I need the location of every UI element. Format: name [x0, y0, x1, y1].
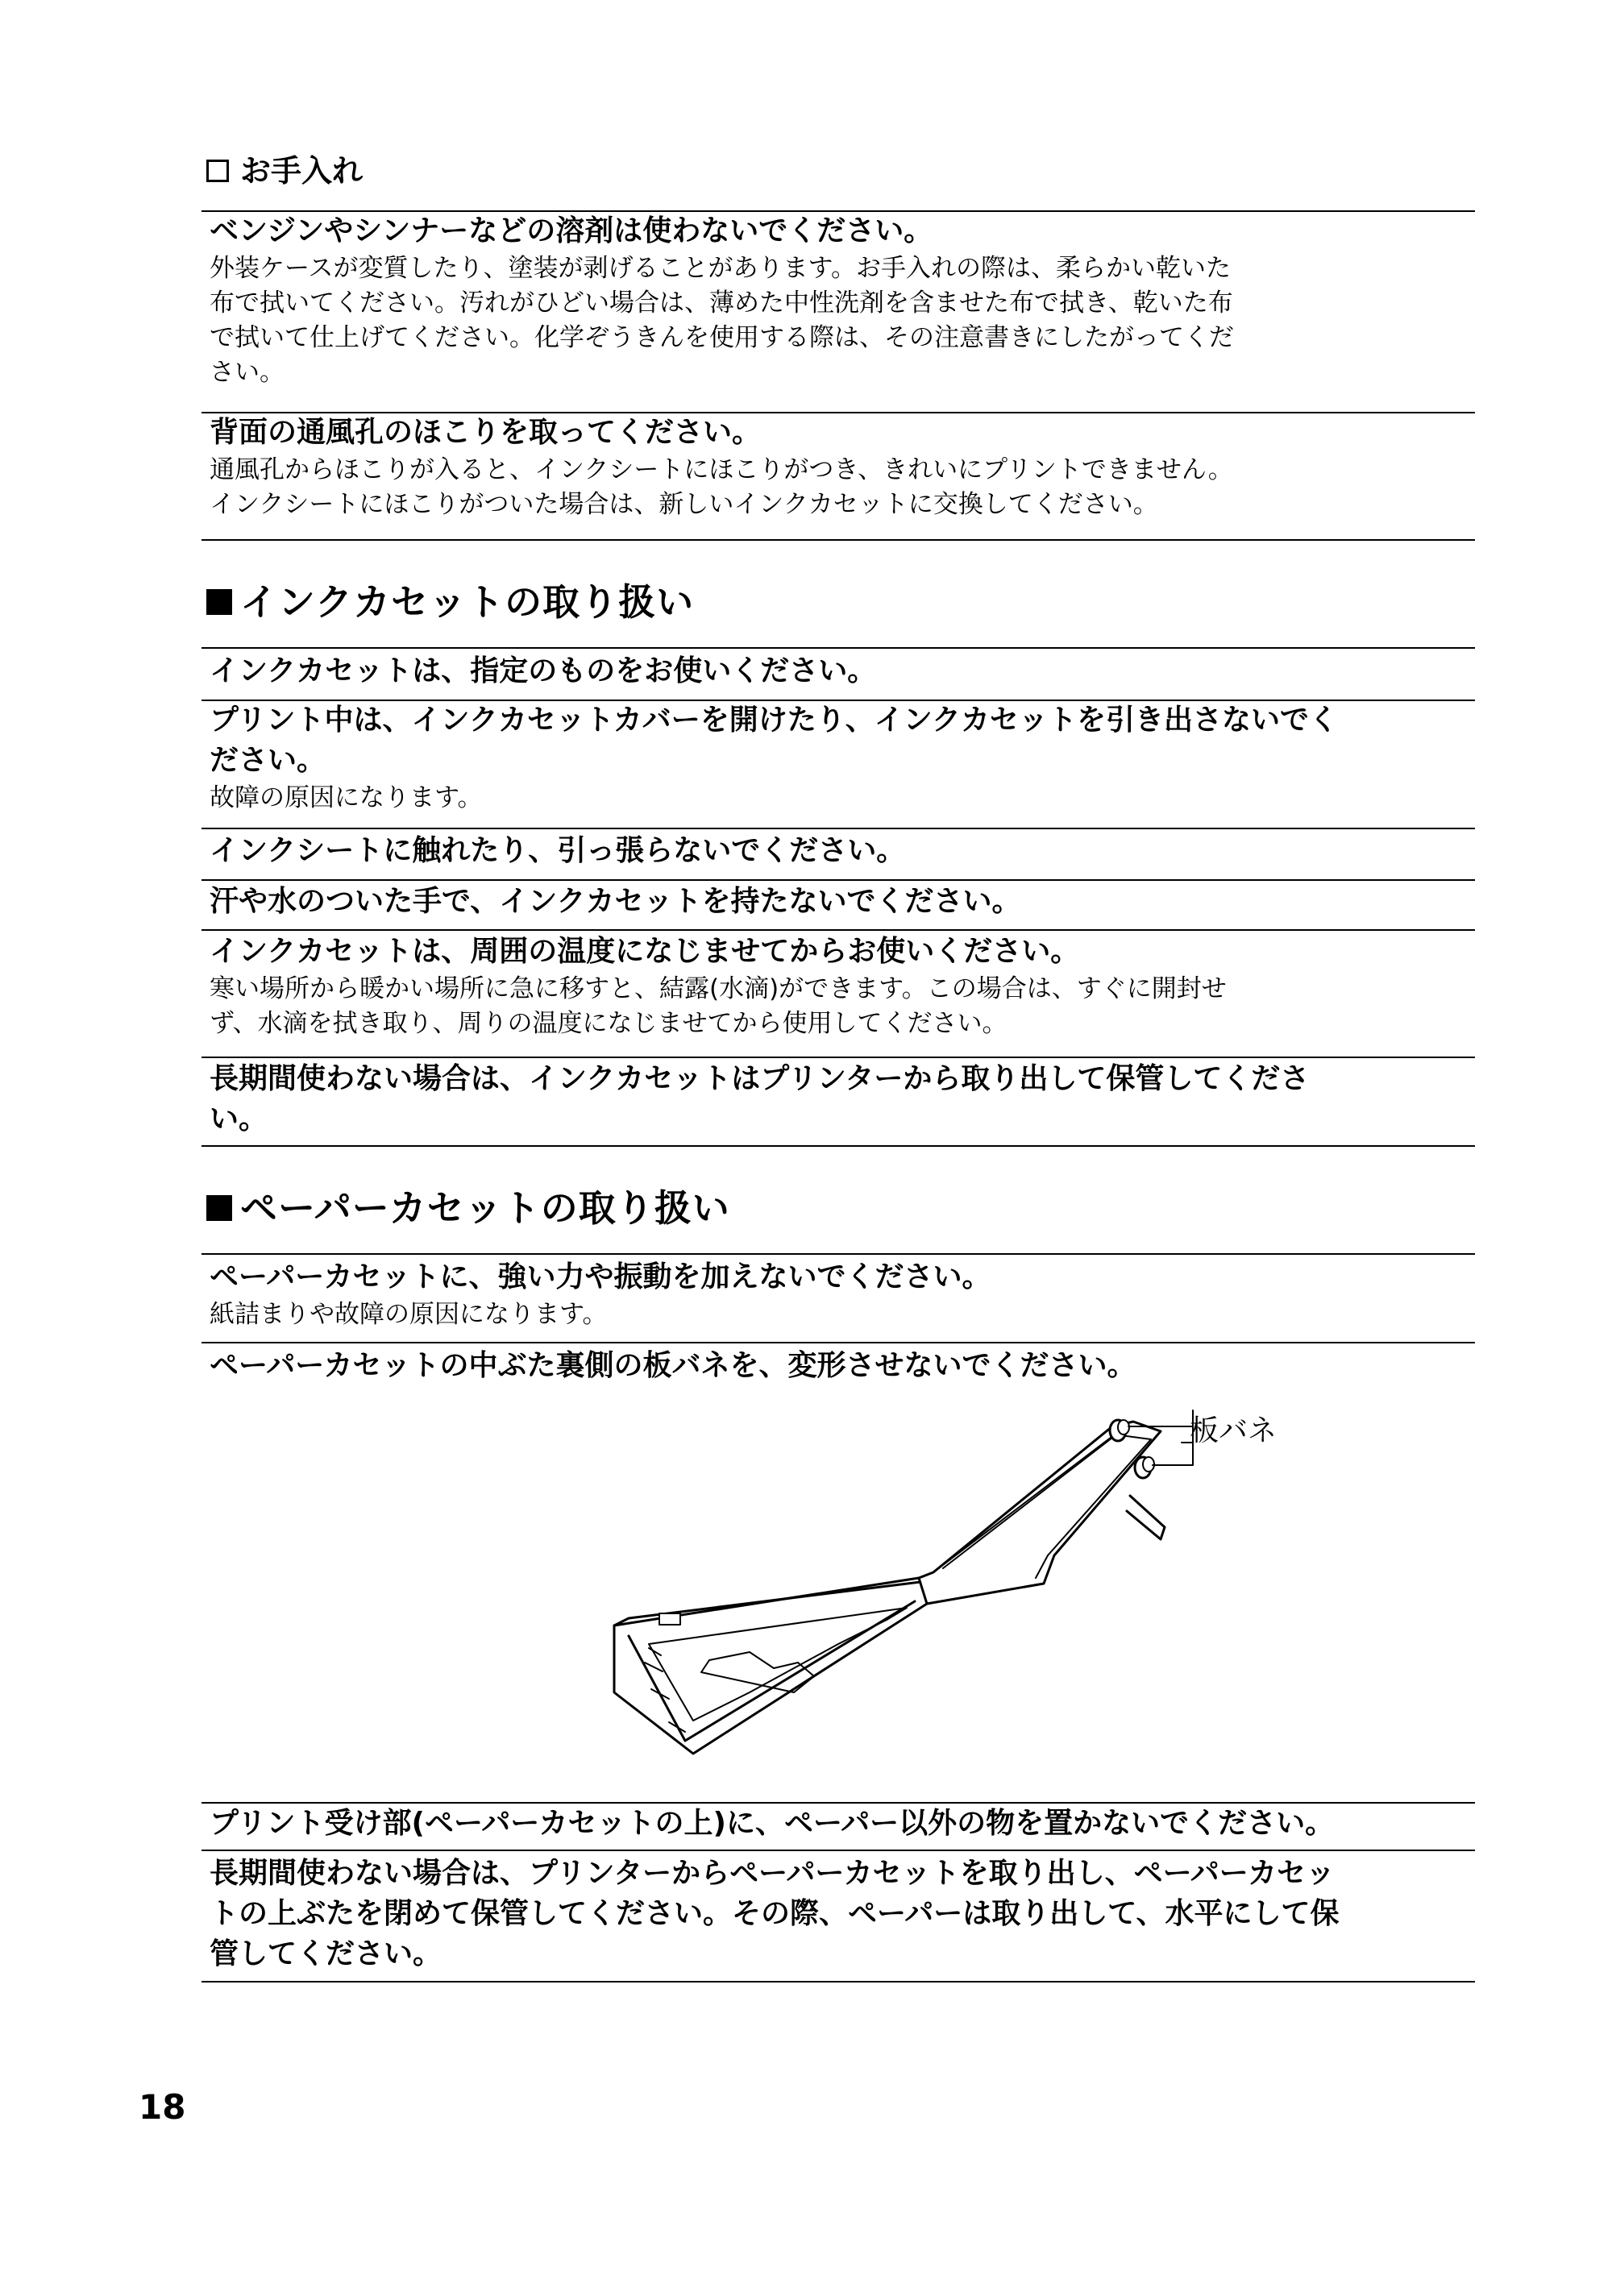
- ink-item-title: インクカセットは、周囲の温度になじませてからお使いください。: [210, 935, 1080, 968]
- care-item-solvents: [210, 211, 1475, 390]
- leaf-spring-callout-label: 板バネ: [1190, 1414, 1278, 1447]
- ink-item-title: インクカセットは、指定のものをお使いください。: [210, 654, 877, 687]
- leaf-spring-top-inner: [1118, 1420, 1129, 1434]
- care-item-body-line: で拭いて仕上げてください。化学ぞうきんを使用する際は、その注意書きにしたがってくだ: [210, 323, 1234, 352]
- divider: [202, 539, 1475, 541]
- filled-square-icon: [206, 1195, 232, 1221]
- ink-item-title-line: 長期間使わない場合は、インクカセットはプリンターから取り出して保管してくださ: [210, 1062, 1310, 1095]
- ink-item: [210, 831, 1475, 871]
- divider: [202, 647, 1475, 649]
- ink-item-title: インクシートに触れたり、引っ張らないでください。: [210, 834, 906, 867]
- ink-item-body-line: 故障の原因になります。: [210, 783, 483, 812]
- paper-item-body-line: 紙詰まりや故障の原因になります。: [210, 1300, 608, 1329]
- paper-item: [210, 1804, 1475, 1844]
- care-item-title: 背面の通風孔のほこりを取ってください。: [210, 416, 762, 449]
- ink-section-heading-label: インクカセットの取り扱い: [240, 580, 695, 624]
- ink-item: [210, 882, 1475, 922]
- ink-item-body-line: ず、水滴を拭き取り、周りの温度になじませてから使用してください。: [210, 1009, 1008, 1038]
- paper-item-title-line: 管してください。: [210, 1937, 442, 1970]
- divider: [202, 929, 1475, 931]
- ink-item: [210, 700, 1475, 816]
- paper-item-title: ペーパーカセットの中ぶた裏側の板バネを、変形させないでください。: [210, 1349, 1136, 1382]
- care-item-body-line: 通風孔からほこりが入ると、インクシートにほこりがつき、きれいにプリントできません。: [210, 455, 1233, 484]
- divider: [202, 1145, 1475, 1147]
- care-heading-label: お手入れ: [240, 153, 364, 189]
- care-item-title: ベンジンやシンナーなどの溶剤は使わないでください。: [210, 214, 933, 247]
- cassette-tray-tab: [659, 1613, 680, 1625]
- empty-square-icon: [206, 160, 229, 182]
- cassette-lid-prop: [1127, 1496, 1165, 1539]
- divider: [202, 1981, 1475, 1983]
- cassette-lid-outline: [919, 1422, 1161, 1604]
- ink-item: [210, 932, 1475, 1041]
- ink-item-title-line: い。: [210, 1102, 268, 1136]
- ink-item-title-line: プリント中は、インクカセットカバーを開けたり、インクカセットを引き出さないでく: [210, 704, 1339, 737]
- divider: [202, 1253, 1475, 1255]
- ink-item-body-line: 寒い場所から暖かい場所に急に移すと、結露(水滴)ができます。この場合は、すぐに開封せ: [210, 974, 1227, 1003]
- paper-item: [210, 1346, 1475, 1386]
- divider: [202, 1057, 1475, 1058]
- care-item-body-line: 外装ケースが変質したり、塗装が剥げることがあります。お手入れの際は、柔らかい乾いた: [210, 254, 1231, 283]
- ink-item-title: 汗や水のついた手で、インクカセットを持たないでください。: [210, 885, 1021, 918]
- ink-item: [210, 1059, 1475, 1140]
- care-heading: [206, 147, 363, 195]
- care-item-body-line: インクシートにほこりがついた場合は、新しいインクカセットに交換してください。: [210, 490, 1158, 519]
- paper-item-title: プリント受け部(ペーパーカセットの上)に、ペーパー以外の物を置かないでください。: [210, 1807, 1335, 1840]
- paper-section-heading-label: ペーパーカセットの取り扱い: [240, 1186, 730, 1230]
- ink-item-title-line: ださい。: [210, 744, 326, 777]
- care-item-vents: [210, 413, 1475, 522]
- paper-item: [210, 1854, 1475, 1974]
- care-item-body-line: さい。: [210, 358, 285, 387]
- ink-item: [210, 651, 1475, 691]
- leaf-spring-bottom-inner: [1143, 1457, 1154, 1472]
- divider: [202, 1850, 1475, 1851]
- paper-item-title-line: 長期間使わない場合は、プリンターからペーパーカセットを取り出し、ペーパーカセッ: [210, 1857, 1336, 1890]
- paper-item: [210, 1257, 1475, 1332]
- paper-item-title-line: トの上ぶたを閉めて保管してください。その際、ペーパーは取り出して、水平にして保: [210, 1897, 1340, 1930]
- paper-section-heading: [206, 1183, 730, 1233]
- page-number: 18: [139, 2087, 186, 2127]
- paper-cassette-illustration: [596, 1402, 1322, 1781]
- divider: [202, 879, 1475, 881]
- ink-section-heading: [206, 577, 694, 627]
- divider: [202, 1342, 1475, 1343]
- divider: [202, 828, 1475, 829]
- filled-square-icon: [206, 589, 232, 615]
- paper-item-title: ペーパーカセットに、強い力や振動を加えないでください。: [210, 1260, 991, 1293]
- care-item-body-line: 布で拭いてください。汚れがひどい場合は、薄めた中性洗剤を含ませた布で拭き、乾いた布: [210, 289, 1233, 318]
